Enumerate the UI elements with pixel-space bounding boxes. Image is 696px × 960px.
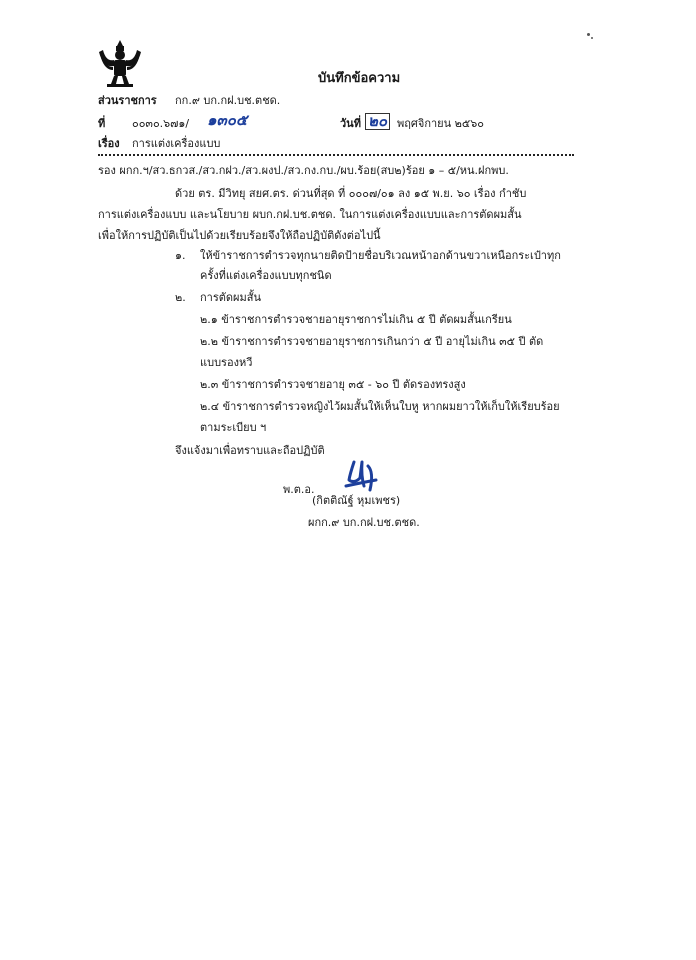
subitem-text: ๒.๒ ข้าราชการตำรวจชายอายุราชการเกินกว่า ๕ ปี อายุไม่เกิน ๓๕ ปี ตัด xyxy=(200,335,544,348)
date-rest: พฤศจิกายน ๒๕๖๐ xyxy=(397,117,484,130)
scan-speck xyxy=(587,33,590,36)
ref-paragraph-line: ด้วย ตร. มีวิทยุ สยศ.ตร. ด่วนที่สุด ที่ ๐๐๐๗/๐๑ ลง ๑๕ พ.ย. ๖๐ เรื่อง กำชับ xyxy=(175,187,527,200)
ref-number-handwritten: ๑๓๐๕ xyxy=(207,111,248,129)
subitem-text: แบบรองหวี xyxy=(200,356,253,369)
item-text: ให้ข้าราชการตำรวจทุกนายติดป้ายชื่อบริเวณหน้าอกด้านขวาเหนือกระเป๋าทุก xyxy=(200,249,561,262)
closing-line: จึงแจ้งมาเพื่อทราบและถือปฏิบัติ xyxy=(175,444,325,457)
item-text: ครั้งที่แต่งเครื่องแบบทุกชนิด xyxy=(200,269,332,282)
subitem-text: ๒.๓ ข้าราชการตำรวจชายอายุ ๓๕ - ๖๐ ปี ตัดรองทรงสูง xyxy=(200,378,466,391)
ref-label: ที่ xyxy=(98,117,106,130)
agency-label: ส่วนราชการ xyxy=(98,94,157,107)
subitem-text: ๒.๑ ข้าราชการตำรวจชายอายุราชการไม่เกิน ๕ ปี ตัดผมสั้นเกรียน xyxy=(200,313,512,326)
subject-label: เรื่อง xyxy=(98,137,120,150)
date-label: วันที่ xyxy=(340,117,361,130)
date-day-handwritten: ๒๐ xyxy=(365,113,390,130)
signature-rank: พ.ต.อ. xyxy=(283,483,315,496)
item-number: ๑. xyxy=(175,249,186,262)
scan-speck xyxy=(591,37,593,39)
subitem-text: ตามระเบียบ ฯ xyxy=(200,421,267,434)
subitem-text: ๒.๔ ข้าราชการตำรวจหญิงไว้ผมสั้นให้เห็นใบหู หากผมยาวให้เก็บให้เรียบร้อย xyxy=(200,400,560,413)
signature-name: (กิตติณัฐ์ หุมเพชร) xyxy=(312,494,401,507)
garuda-emblem-icon xyxy=(97,38,143,90)
subject-value: การแต่งเครื่องแบบ xyxy=(132,137,221,150)
ref-paragraph-line: เพื่อให้การปฏิบัติเป็นไปด้วยเรียบร้อยจึงให้ถือปฏิบัติดังต่อไปนี้ xyxy=(98,229,381,242)
signature-position: ผกก.๙ บก.กฝ.บช.ตชด. xyxy=(308,516,420,529)
memo-title: บันทึกข้อความ xyxy=(318,71,401,86)
agency-value: กก.๙ บก.กฝ.บช.ตชด. xyxy=(175,94,281,107)
ref-value: ๐๐๓๐.๖๗๑/ xyxy=(132,117,190,130)
header-divider xyxy=(98,154,574,156)
item-number: ๒. xyxy=(175,291,186,304)
item-text: การตัดผมสั้น xyxy=(200,291,261,304)
ref-paragraph-line: การแต่งเครื่องแบบ และนโยบาย ผบก.กฝ.บช.ตชด. ในการแต่งเครื่องแบบและการตัดผมสั้น xyxy=(98,208,522,221)
recipient-line: รอง ผกก.ฯ/สว.ธกวส./สว.กฝว./สว.ผงป./สว.กง.กบ./ผบ.ร้อย(สบ๒)ร้อย ๑ – ๕/หน.ฝกพบ. xyxy=(98,164,509,177)
